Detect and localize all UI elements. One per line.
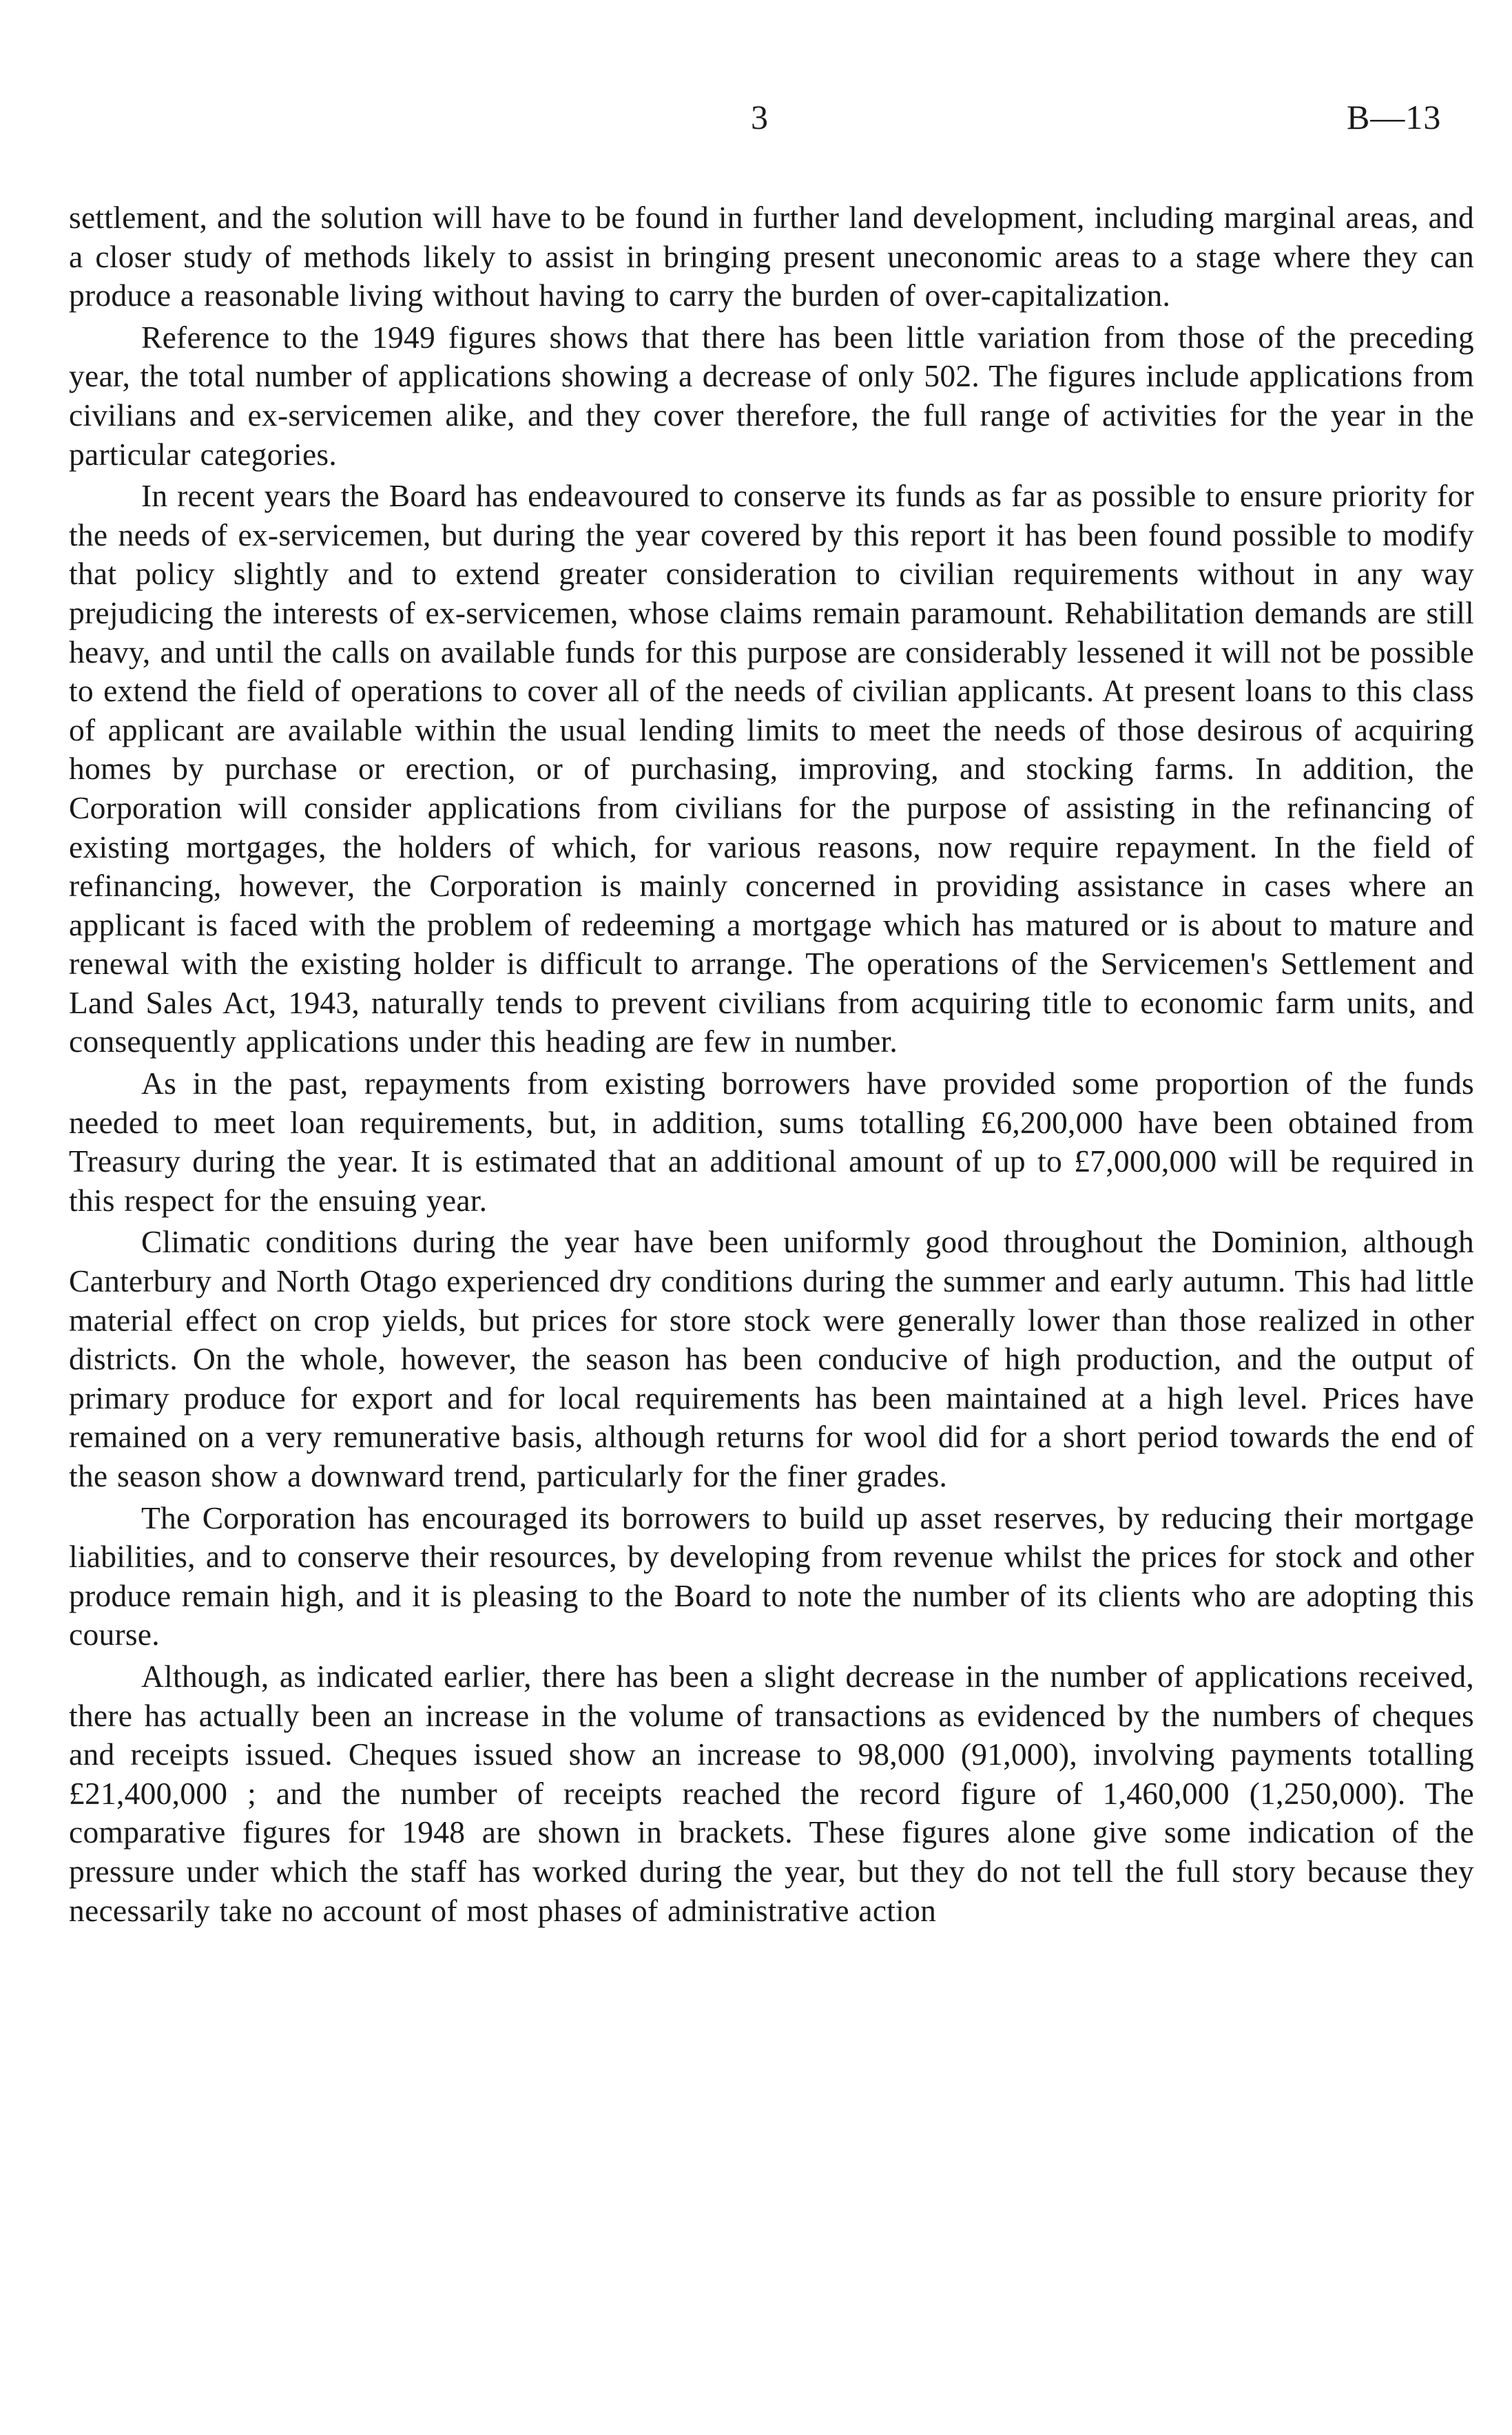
paragraph-transactions: Although, as indicated earlier, there has been a slight decrease in the number of applications received, there has actually been an increase in the volume of transactions as evidenced by the numbers of cheques and receipts issued. Cheques issued show an increase to 98,000 (91,000), involving payments totalling £21,400,000 ; and the number of receipts reached the record figure of 1,460,000 (1,250,000). The comparative figures for 1948 are shown in brackets. These figures alone give some indication of the pressure under which the staff has worked during the year, but they do not tell the full story because they necessarily take no account of most phases of administrative action [69,1658,1474,1928]
body-text [69,198,1474,1933]
paragraph-funds: As in the past, repayments from existing borrowers have provided some proportion of the funds needed to meet loan requirements, but, in addition, sums totalling £6,200,000 have been obtained from Treasury during the year. It is estimated that an additional amount of up to £7,000,000 will be required in this respect for the ensuing year. [69,1066,1474,1218]
page-header [0,96,1512,152]
paragraph-climatic-conditions: Climatic conditions during the year have been uniformly good throughout the Dominion, although Canterbury and North Otago experienced dry conditions during the summer and early autumn. This had little material effect on crop yields, but prices for store stock were generally lower than those realized in other districts. On the whole, however, the season has been conducive of high production, and the output of primary produce for export and for local requirements has been maintained at a high level. Prices have remained on a very remunerative basis, although returns for wool did for a short period towards the end of the season show a downward trend, particularly for the finer grades. [69,1224,1474,1493]
paragraph-asset-reserves: The Corporation has encouraged its borrowers to build up asset reserves, by reducing their mortgage liabilities, and to conserve their resources, by developing from revenue whilst the prices for stock and other produce remain high, and it is pleasing to the Board to note the number of its clients who are adopting this course. [69,1500,1474,1652]
paragraph-continuation: settlement, and the solution will have to be found in further land development, including marginal areas, and a closer study of methods likely to assist in bringing present uneconomic areas to a stage where they can produce a reasonable living without having to carry the burden of over-capitalization. [69,200,1474,313]
paragraph-civilian-policy: In recent years the Board has endeavoured to conserve its funds as far as possible to ensure priority for the needs of ex-servicemen, but during the year covered by this report it has been found possible to modify that policy slightly and to extend greater consideration to civilian requirements without in any way prejudicing the interests of ex-servicemen, whose claims remain paramount. Rehabilitation demands are still heavy, and until the calls on available funds for this purpose are considerably lessened it will not be possible to extend the field of operations to cover all of the needs of civilian applicants. At present loans to this class of applicant are available within the usual lending limits to meet the needs of those desirous of acquiring homes by purchase or erection, or of purchasing, improving, and stocking farms. In addition, the Corporation will consider applications from civilians for the purpose of assisting in the refinancing of existing mortgages, the holders of which, for various reasons, now require repayment. In the field of refinancing, however, the Corporation is mainly concerned in providing assistance in cases where an applicant is faced with the problem of redeeming a mortgage which has matured or is about to mature and renewal with the existing holder is difficult to arrange. The operations of the Servicemen's Settlement and Land Sales Act, 1943, naturally tends to prevent civilians from acquiring title to economic farm units, and consequently applications under this heading are few in number. [69,478,1474,1059]
document-reference: B—13 [1347,98,1442,136]
paragraph-applications-figures: Reference to the 1949 figures shows that there has been little variation from those of the preceding year, the total number of applications showing a decrease of only 502. The figures include applications from civilians and ex-servicemen alike, and they cover therefore, the full range of activities for the year in the particular categories. [69,319,1474,472]
page-number: 3 [751,98,768,136]
